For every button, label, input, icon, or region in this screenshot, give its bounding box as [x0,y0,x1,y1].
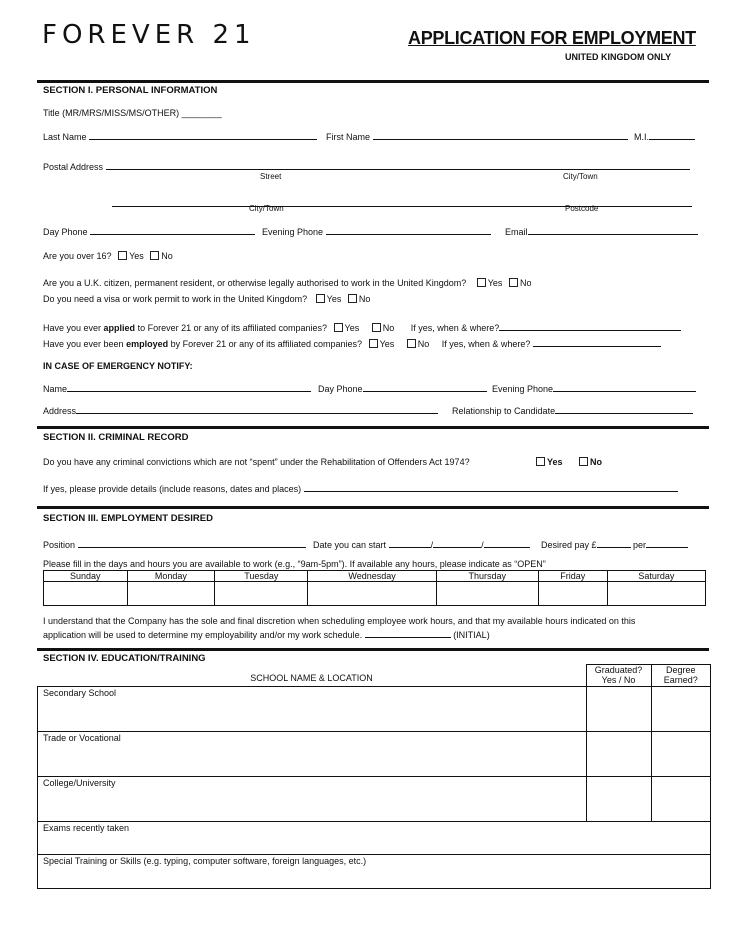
college-label: College/University [43,778,116,788]
section-divider [37,506,709,509]
emergency-day-phone-field[interactable] [318,382,487,394]
per-label: per [633,540,647,550]
degree-header-line-1: Degree [665,665,696,675]
day-header: Tuesday [215,571,308,582]
employed-emphasis: employed [126,339,169,349]
exams-label: Exams recently taken [43,823,130,833]
day-header: Thursday [436,571,538,582]
visa-yes-checkbox[interactable] [316,294,325,303]
availability-table [43,570,706,606]
no-label: No [519,278,532,288]
tuesday-hours-cell[interactable] [215,582,308,606]
education-row [38,777,711,822]
yes-label: Yes [379,339,395,349]
first-name-field[interactable] [326,130,628,142]
special-training-cell[interactable] [38,855,711,889]
degree-cell-college[interactable] [651,777,711,822]
address-line-2-line[interactable] [112,197,692,207]
emergency-address-field[interactable] [43,404,438,416]
employed-yes-checkbox[interactable] [369,339,378,348]
postcode-caption: Postcode [565,204,599,213]
last-name-label: Last Name [43,132,87,142]
mi-label: M.I. [634,132,649,142]
over-16-question [43,251,173,261]
saturday-hours-cell[interactable] [607,582,705,606]
graduated-cell-secondary[interactable] [586,687,651,732]
availability-hours-row [44,582,706,606]
visa-question-label: Do you need a visa or work permit to work in the United Kingdom? [43,294,308,304]
section-1-title: SECTION I. PERSONAL INFORMATION [43,85,218,96]
applied-when-label: If yes, when & where? [410,323,500,333]
understand-statement-line-1: I understand that the Company has the sole and final discretion when scheduling employee work hours, and that my available hours indicated on this [43,616,636,626]
position-field[interactable] [43,538,306,550]
emergency-address-line[interactable] [76,404,438,414]
position-label: Position [43,540,76,550]
yes-label: Yes [326,294,342,304]
day-header: Wednesday [308,571,436,582]
no-label: No [161,251,173,261]
applied-question [43,321,681,333]
citizen-no-checkbox[interactable] [509,278,518,287]
criminal-yes-checkbox[interactable] [536,457,545,466]
availability-instructions: Please fill in the days and hours you are available to work (e.g., “9am-5pm”). If available any hours, please indicate as “OPEN” [43,559,546,569]
criminal-no-checkbox[interactable] [579,457,588,466]
address-line-2[interactable] [112,194,692,212]
street-caption: Street [260,172,282,181]
mi-line[interactable] [649,130,695,140]
availability-header-row [44,571,706,582]
thursday-hours-cell[interactable] [436,582,538,606]
emergency-address-label: Address [43,406,77,416]
title-field-label: Title (MR/MRS/MISS/MS/OTHER) ________ [43,108,222,118]
desired-pay-label: Desired pay £ [541,540,597,550]
email-line[interactable] [528,225,698,235]
criminal-details-label: If yes, please provide details (include reasons, dates and places) [43,484,302,494]
last-name-field[interactable] [43,130,317,142]
day-phone-label: Day Phone [43,227,88,237]
no-label: No [590,457,603,467]
emergency-name-label: Name [43,384,68,394]
city-town-caption-2: City/Town [249,204,284,213]
emergency-title: IN CASE OF EMERGENCY NOTIFY: [43,361,193,371]
criminal-options [532,457,602,467]
day-header: Sunday [44,571,128,582]
over-16-yes-checkbox[interactable] [118,251,127,260]
email-field[interactable] [505,225,698,237]
day-header: Saturday [607,571,705,582]
graduated-cell-college[interactable] [586,777,651,822]
graduated-header-line-2: Yes / No [601,675,636,685]
graduated-header-line-1: Graduated? [594,665,643,675]
relationship-line[interactable] [555,404,693,414]
applied-no-checkbox[interactable] [372,323,381,332]
section-divider [37,80,709,83]
first-name-label: First Name [326,132,371,142]
evening-phone-line[interactable] [326,225,491,235]
start-date-field[interactable] [313,538,530,550]
day-header: Friday [538,571,607,582]
emergency-day-phone-label: Day Phone [318,384,363,394]
wednesday-hours-cell[interactable] [308,582,436,606]
yes-label: Yes [547,457,563,467]
applied-emphasis: applied [103,323,136,333]
special-training-row [38,855,711,889]
form-subtitle: UNITED KINGDOM ONLY [565,52,672,62]
section-divider [37,426,709,429]
exams-row [38,822,711,855]
employed-prefix: Have you ever been [43,339,124,349]
emergency-name-field[interactable] [43,382,311,394]
first-name-line[interactable] [373,130,628,140]
over-16-no-checkbox[interactable] [150,251,159,260]
desired-pay-field[interactable] [541,538,688,550]
start-date-label: Date you can start [313,540,387,550]
title-field[interactable] [43,108,222,118]
applied-suffix: to Forever 21 or any of its affiliated companies? [137,323,328,333]
yes-label: Yes [487,278,503,288]
no-label: No [358,294,371,304]
citizen-yes-checkbox[interactable] [477,278,486,287]
criminal-question: Do you have any criminal convictions which are not “spent” under the Rehabilitation of Offenders Act 1974? [43,457,470,467]
employed-when-label: If yes, when & where? [441,339,531,349]
city-town-caption: City/Town [563,172,598,181]
employed-question [43,337,661,349]
special-training-label: Special Training or Skills (e.g. typing, computer software, foreign languages, etc.) [43,856,367,866]
friday-hours-cell[interactable] [538,582,607,606]
understand-statement-line-2 [43,628,490,640]
brand-logo: FOREVER 21 [42,20,256,50]
secondary-school-label: Secondary School [43,688,117,698]
emergency-evening-phone-line[interactable] [553,382,696,392]
criminal-details-field[interactable] [43,482,678,494]
emergency-name-line[interactable] [67,382,311,392]
yes-label: Yes [344,323,360,333]
day-header: Monday [127,571,215,582]
graduated-column-header [586,665,651,687]
email-label: Email [505,227,528,237]
degree-cell-vocational[interactable] [651,732,711,777]
applied-prefix: Have you ever [43,323,102,333]
initial-line[interactable] [365,628,451,638]
vocational-label: Trade or Vocational [43,733,121,743]
criminal-details-line[interactable] [304,482,678,492]
citizen-question [43,278,531,288]
relationship-field[interactable] [452,404,693,416]
employed-suffix: by Forever 21 or any of its affiliated companies? [170,339,363,349]
postal-address-field[interactable] [43,160,690,172]
day-phone-line[interactable] [90,225,255,235]
exams-cell[interactable] [38,822,711,855]
visa-no-checkbox[interactable] [348,294,357,303]
last-name-line[interactable] [89,130,317,140]
degree-cell-secondary[interactable] [651,687,711,732]
citizen-question-label: Are you a U.K. citizen, permanent resident, or otherwise legally authorised to work in the United Kingdom? [43,278,467,288]
over-16-label: Are you over 16? [43,251,112,261]
visa-question [43,294,370,304]
section-3-title: SECTION III. EMPLOYMENT DESIRED [43,513,213,524]
monday-hours-cell[interactable] [127,582,215,606]
yes-label: Yes [129,251,144,261]
employed-when-line[interactable] [533,337,661,347]
start-date-line-3[interactable] [484,538,530,548]
degree-header-line-2: Earned? [663,675,698,685]
school-cell-college[interactable] [38,777,587,822]
mi-field[interactable] [634,130,695,142]
degree-column-header [651,665,711,687]
education-table [37,664,711,889]
emergency-day-phone-line[interactable] [363,382,487,392]
day-phone-field[interactable] [43,225,255,237]
sunday-hours-cell[interactable] [44,582,128,606]
start-date-line-2[interactable] [430,538,481,550]
applied-when-line[interactable] [499,321,681,331]
emergency-evening-phone-label: Evening Phone [492,384,554,394]
per-line[interactable] [646,538,688,548]
school-column-header: SCHOOL NAME & LOCATION [38,665,587,687]
date-slash: / [430,540,434,550]
desired-pay-line[interactable] [597,538,631,548]
evening-phone-label: Evening Phone [262,227,324,237]
education-row [38,732,711,777]
evening-phone-field[interactable] [262,225,491,237]
section-divider [37,648,709,651]
relationship-label: Relationship to Candidate [452,406,556,416]
form-title: APPLICATION FOR EMPLOYMENT [408,28,696,48]
date-slash: / [481,540,484,550]
education-header-row [38,665,711,687]
school-cell-secondary[interactable] [38,687,587,732]
understand-statement-text: application will be used to determine my employability and/or my work schedule. [43,630,363,640]
no-label: No [382,323,395,333]
school-cell-vocational[interactable] [38,732,587,777]
start-date-line-1[interactable] [389,538,431,548]
emergency-evening-phone-field[interactable] [492,382,696,394]
employed-no-checkbox[interactable] [407,339,416,348]
postal-address-line[interactable] [106,160,690,170]
section-2-title: SECTION II. CRIMINAL RECORD [43,432,189,443]
section-4-title: SECTION IV. EDUCATION/TRAINING [43,653,206,664]
graduated-cell-vocational[interactable] [586,732,651,777]
education-row [38,687,711,732]
no-label: No [417,339,430,349]
applied-yes-checkbox[interactable] [334,323,343,332]
position-line[interactable] [78,538,306,548]
initial-label: (INITIAL) [453,630,490,640]
postal-address-label: Postal Address [43,162,104,172]
